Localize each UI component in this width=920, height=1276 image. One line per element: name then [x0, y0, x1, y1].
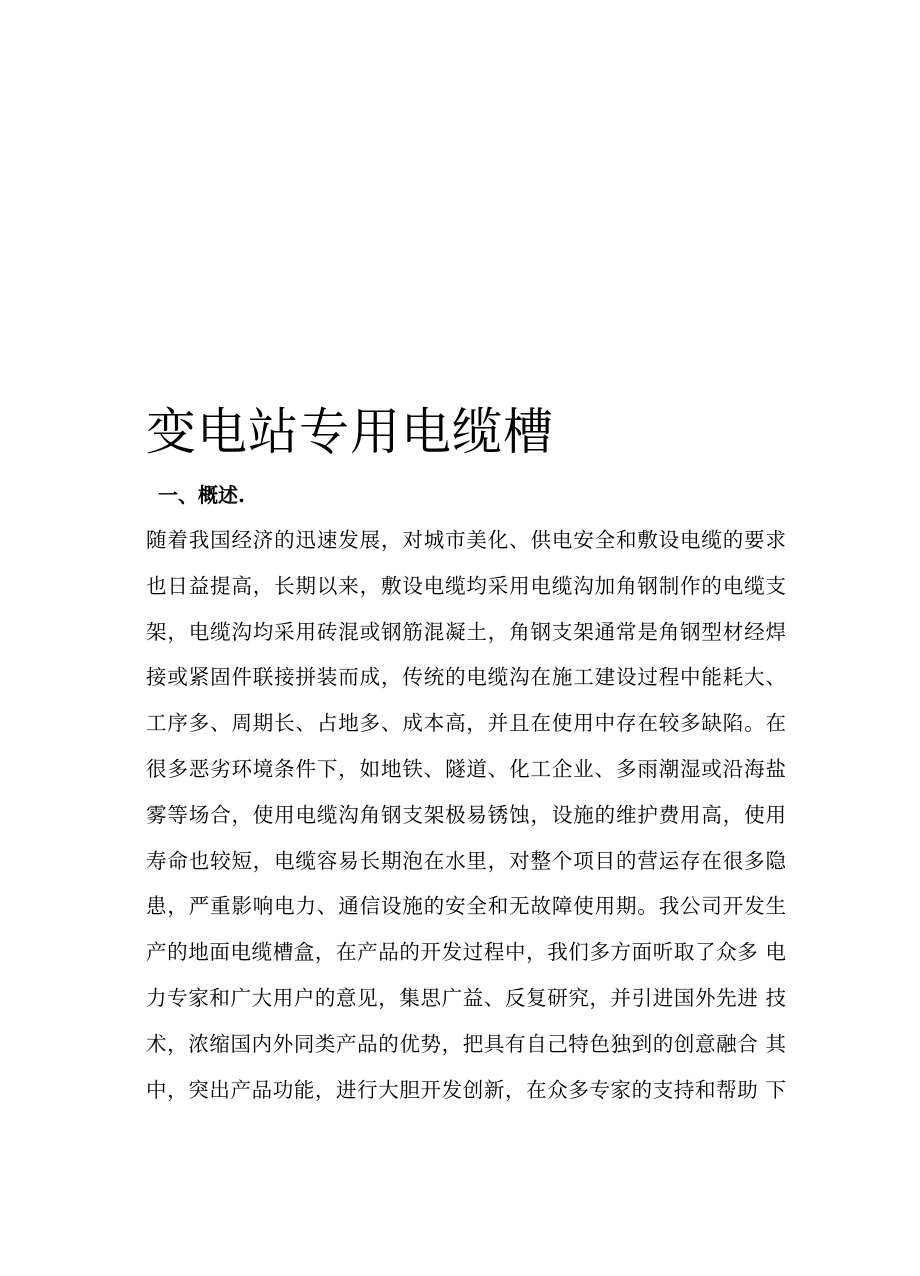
- body-paragraph: [146, 522, 786, 1117]
- body-line: 寿命也较短，电缆容易长期泡在水里，对整个项目的营运存在很多隐: [146, 848, 786, 873]
- body-line: 产的地面电缆槽盒，在产品的开发过程中，我们多方面听取了众多 电: [146, 940, 786, 965]
- section-heading-overview: 一、概述.: [158, 483, 245, 507]
- body-line: 架，电缆沟均采用砖混或钢筋混凝土，角钢支架通常是角钢型材经焊: [146, 619, 786, 644]
- body-line: 患，严重影响电力、通信设施的安全和无故障使用期。我公司开发生: [146, 894, 786, 919]
- body-line: 很多恶劣环境条件下，如地铁、隧道、化工企业、多雨潮湿或沿海盐: [146, 756, 786, 781]
- body-line: 中，突出产品功能，进行大胆开发创新，在众多专家的支持和帮助 下: [146, 1077, 786, 1102]
- document-title: 变电站专用电缆槽: [146, 403, 554, 461]
- body-line: 雾等场合，使用电缆沟角钢支架极易锈蚀，设施的维护费用高，使用: [146, 802, 786, 827]
- body-line: 工序多、周期长、占地多、成本高，并且在使用中存在较多缺陷。在: [146, 711, 786, 736]
- body-line: 术，浓缩国内外同类产品的优势，把具有自己特色独到的创意融合 其: [146, 1031, 786, 1056]
- body-line: 随着我国经济的迅速发展，对城市美化、供电安全和敷设电缆的要求: [146, 528, 786, 552]
- body-line: 也日益提高，长期以来，敷设电缆均采用电缆沟加角钢制作的电缆支: [146, 573, 786, 598]
- body-line: 接或紧固件联接拼装而成，传统的电缆沟在施工建设过程中能耗大、: [146, 665, 786, 690]
- body-line: 力专家和广大用户的意见，集思广益、反复研究，并引进国外先进 技: [146, 985, 786, 1010]
